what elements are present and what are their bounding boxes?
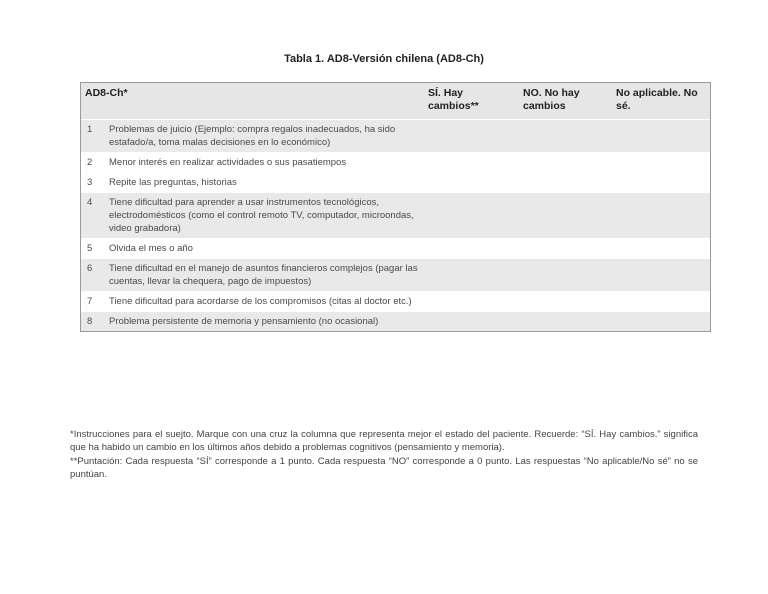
cell-no[interactable] xyxy=(519,173,612,193)
row-number: 1 xyxy=(81,120,101,153)
cell-si[interactable] xyxy=(424,239,519,259)
row-number: 4 xyxy=(81,193,101,239)
header-no: NO. No hay cambios xyxy=(519,83,612,120)
cell-na[interactable] xyxy=(612,239,710,259)
cell-no[interactable] xyxy=(519,153,612,173)
cell-si[interactable] xyxy=(424,312,519,332)
row-text: Tiene dificultad para aprender a usar instrumentos tecnológicos, electrodomésticos (como el control remoto TV, computador, microondas, video grabadora) xyxy=(101,193,424,239)
cell-no[interactable] xyxy=(519,292,612,312)
ad8-table xyxy=(80,82,711,332)
table-row xyxy=(81,193,710,239)
footnote-instructions: *Instrucciones para el suejto. Marque con una cruz la columna que representa mejor el estado del paciente. Recuerde: “SÍ. Hay cambios.” significa que ha habido un cambio en los últimos años debido a problemas cognitivos (pensamiento y memoria). xyxy=(70,429,698,454)
cell-no[interactable] xyxy=(519,239,612,259)
cell-si[interactable] xyxy=(424,193,519,239)
table-row xyxy=(81,173,710,193)
cell-na[interactable] xyxy=(612,120,710,153)
table-row xyxy=(81,239,710,259)
row-text: Olvida el mes o año xyxy=(101,239,424,259)
table-row xyxy=(81,153,710,173)
row-text: Problema persistente de memoria y pensamiento (no ocasional) xyxy=(101,312,424,332)
table-title: Tabla 1. AD8-Versión chilena (AD8-Ch) xyxy=(284,53,484,65)
cell-na[interactable] xyxy=(612,193,710,239)
row-text: Repite las preguntas, historias xyxy=(101,173,424,193)
cell-si[interactable] xyxy=(424,153,519,173)
row-number: 2 xyxy=(81,153,101,173)
row-number: 8 xyxy=(81,312,101,332)
cell-na[interactable] xyxy=(612,259,710,292)
cell-na[interactable] xyxy=(612,292,710,312)
cell-si[interactable] xyxy=(424,173,519,193)
row-text: Menor interés en realizar actividades o sus pasatiempos xyxy=(101,153,424,173)
cell-si[interactable] xyxy=(424,120,519,153)
row-number: 7 xyxy=(81,292,101,312)
row-text: Tiene dificultad en el manejo de asuntos financieros complejos (pagar las cuentas, llevar la chequera, pago de impuestos) xyxy=(101,259,424,292)
header-si: SÍ. Hay cambios** xyxy=(424,83,519,120)
table-row xyxy=(81,259,710,292)
table-header-row xyxy=(81,83,710,120)
cell-no[interactable] xyxy=(519,193,612,239)
cell-na[interactable] xyxy=(612,312,710,332)
cell-na[interactable] xyxy=(612,153,710,173)
cell-na[interactable] xyxy=(612,173,710,193)
cell-no[interactable] xyxy=(519,259,612,292)
row-number: 3 xyxy=(81,173,101,193)
header-item: AD8-Ch* xyxy=(81,83,424,120)
header-na: No aplicable. No sé. xyxy=(612,83,710,120)
row-number: 6 xyxy=(81,259,101,292)
cell-no[interactable] xyxy=(519,312,612,332)
cell-si[interactable] xyxy=(424,292,519,312)
row-text: Problemas de juicio (Ejemplo: compra regalos inadecuados, ha sido estafado/a, toma malas decisiones en lo económico) xyxy=(101,120,424,153)
cell-si[interactable] xyxy=(424,259,519,292)
footnotes xyxy=(70,428,698,481)
table-row xyxy=(81,292,710,312)
row-number: 5 xyxy=(81,239,101,259)
table-row xyxy=(81,312,710,332)
footnote-scoring: **Puntación: Cada respuesta “SÍ” corresponde a 1 punto. Cada respuesta “NO” corresponde a 0 punto. Las respuestas “No aplicable/No sé” no se puntúan. xyxy=(70,455,698,480)
table-row xyxy=(81,120,710,153)
row-text: Tiene dificultad para acordarse de los compromisos (citas al doctor etc.) xyxy=(101,292,424,312)
cell-no[interactable] xyxy=(519,120,612,153)
